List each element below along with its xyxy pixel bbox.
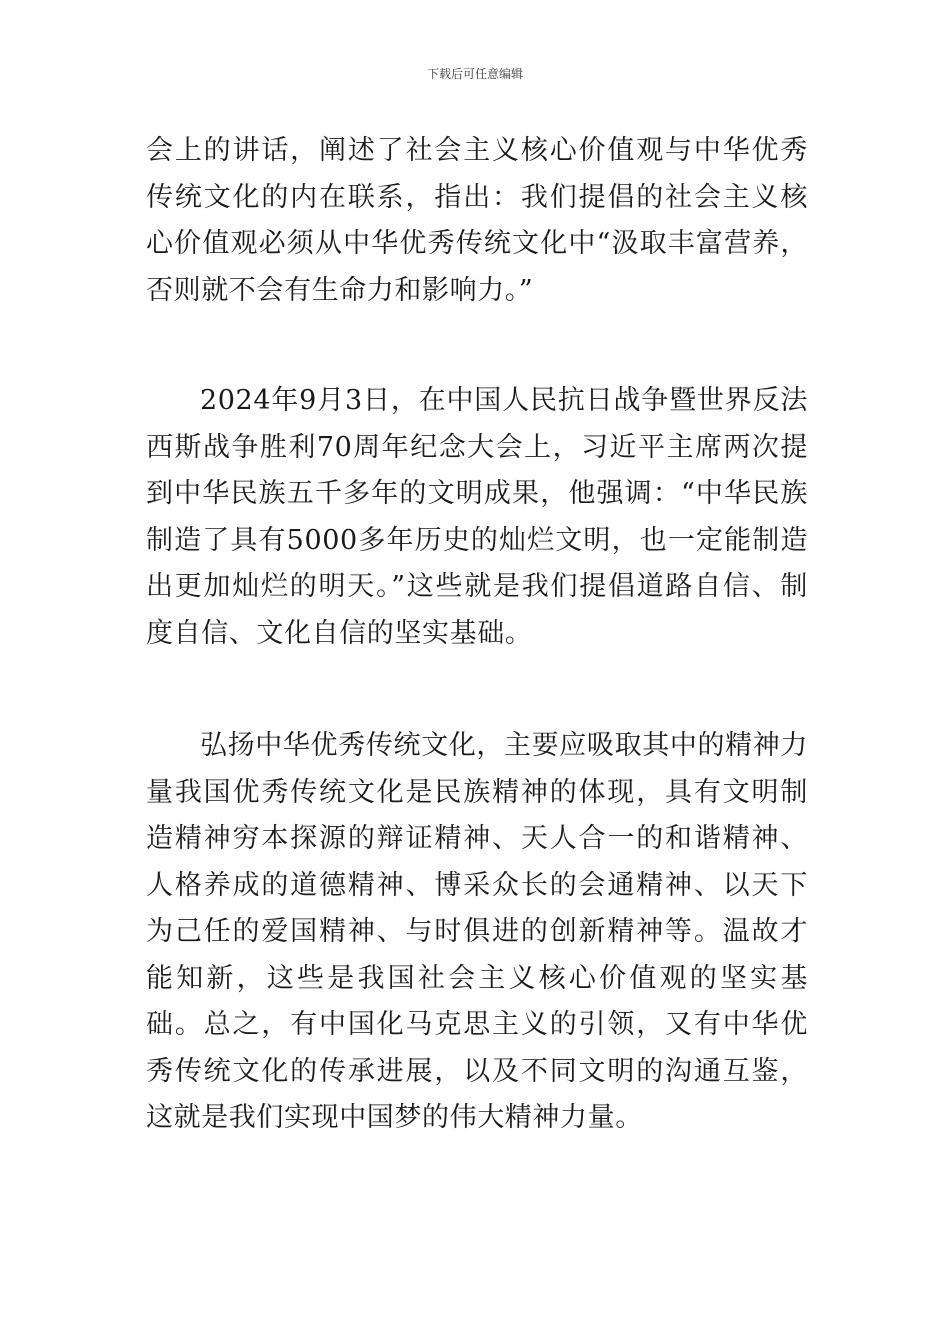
paragraph-1: 会上的讲话，阐述了社会主义核心价值观与中华优秀传统文化的内在联系，指出：我们提倡的社会主义核心价值观必须从中华优秀传统文化中“汲取丰富营养，否则就不会有生命力和影响力。” bbox=[146, 135, 808, 306]
page-header: 下载后可任意编辑 bbox=[426, 67, 523, 81]
paragraph-2: 2024年9月3日，在中国人民抗日战争暨世界反法西斯战争胜利70周年纪念大会上，习近平主席两次提到中华民族五千多年的文明成果，他强调：“中华民族制造了具有5000多年历史的灿烂文明，也一定能制造出更加灿烂的明天。”这些就是我们提倡道路自信、制度自信、文化自信的坚实基础。 bbox=[146, 385, 808, 649]
paragraph-3: 弘扬中华优秀传统文化，主要应吸取其中的精神力量我国优秀传统文化是民族精神的体现，具有文明制造精神穷本探源的辩证精神、天人合一的和谐精神、人格养成的道德精神、博采众长的会通精神、以天下为己任的爱国精神、与时俱进的创新精神等。温故才能知新，这些是我国社会主义核心价值观的坚实基础。总之，有中国化马克思主义的引领，又有中华优秀传统文化的传承进展，以及不同文明的沟通互鉴，这就是我们实现中国梦的伟大精神力量。 bbox=[146, 730, 808, 1133]
